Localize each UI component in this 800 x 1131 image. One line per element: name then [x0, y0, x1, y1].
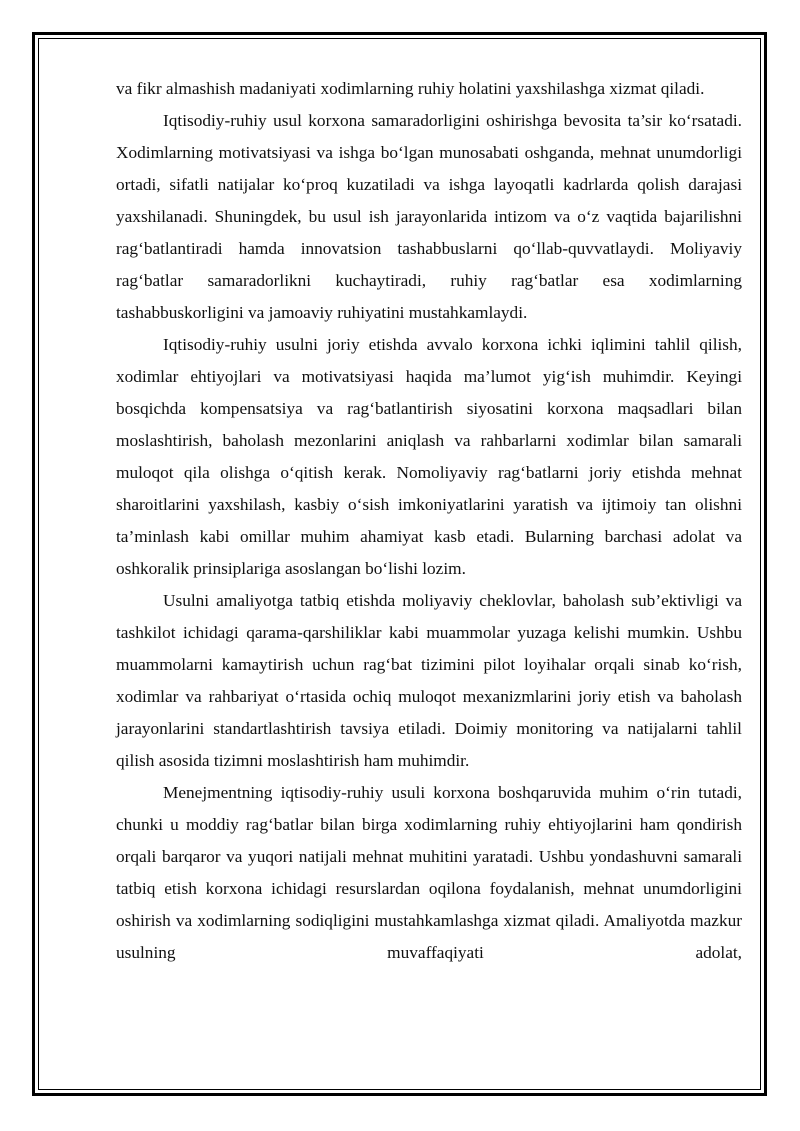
paragraph-practical-problems: Usulni amaliyotga tatbiq etishda moliyaviy cheklovlar, baholash sub’ektivligi va tashkilot ichidagi qarama-qarshiliklar kabi muammolar yuzaga kelishi mumkin. Ushbu muammolarni kamaytirish uchun rag‘bat tizimini pilot loyihalar orqali sinab ko‘rish, xodimlar va rahbariyat o‘rtasida ochiq muloqot mexanizmlarini joriy etish va baholash jarayonlarini standartlashtirish tavsiya etiladi. Doimiy monitoring va natijalarni tahlil qilish asosida tizimni moslashtirish ham muhimdir. — [116, 591, 742, 770]
paragraph-implementation-steps: Iqtisodiy-ruhiy usulni joriy etishda avvalo korxona ichki iqlimini tahlil qilish, xodimlar ehtiyojlari va motivatsiyasi haqida ma’lumot yig‘ish muhimdir. Keyingi bosqichda kompensatsiya va rag‘batlantirish siyosatini korxona maqsadlari bilan moslashtirish, baholash mezonlarini aniqlash va rahbarlarni xodimlar bilan samarali muloqot qila olishga o‘qitish kerak. Nomoliyaviy rag‘batlarni joriy etishda mehnat sharoitlarini yaxshilash, kasbiy o‘sish imkoniyatlarini yaratish va ijtimoiy tan olishni ta’minlash kabi omillar muhim ahamiyat kasb etadi. Bularning barchasi adolat va oshkoralik prinsiplariga asoslangan bo‘lishi lozim. — [116, 335, 742, 578]
paragraph-continuation: va fikr almashish madaniyati xodimlarning ruhiy holatini yaxshilashga xizmat qiladi. — [116, 79, 705, 98]
document-body — [116, 73, 742, 969]
paragraph-effect-on-efficiency: Iqtisodiy-ruhiy usul korxona samaradorligini oshirishga bevosita ta’sir ko‘rsatadi. Xodimlarning motivatsiyasi va ishga bo‘lgan munosabati oshganda, mehnat unumdorligi ortadi, sifatli natijalar ko‘proq kuzatiladi va ishga layoqatli kadrlarda qolish darajasi yaxshilanadi. Shuningdek, bu usul ish jarayonlarida intizom va o‘z vaqtida bajarilishni rag‘batlantiradi hamda innovatsion tashabbuslarni qo‘llab-quvvatlaydi. Moliyaviy rag‘batlar samaradorlikni kuchaytiradi, ruhiy rag‘batlar esa xodimlarning tashabbuskorligini va jamoaviy ruhiyatini mustahkamlaydi. — [116, 111, 742, 322]
paragraph-conclusion: Menejmentning iqtisodiy-ruhiy usuli korxona boshqaruvida muhim o‘rin tutadi, chunki u moddiy rag‘batlar bilan birga xodimlarning ruhiy ehtiyojlarini ham qondirish orqali barqaror va yuqori natijali mehnat muhitini yaratadi. Ushbu yondashuvni samarali tatbiq etish korxona ichidagi resurslardan oqilona foydalanish, mehnat unumdorligini oshirish va xodimlarning sodiqligini mustahkamlashga xizmat qiladi. Amaliyotda mazkur usulning muvaffaqiyati adolat, — [116, 783, 742, 962]
